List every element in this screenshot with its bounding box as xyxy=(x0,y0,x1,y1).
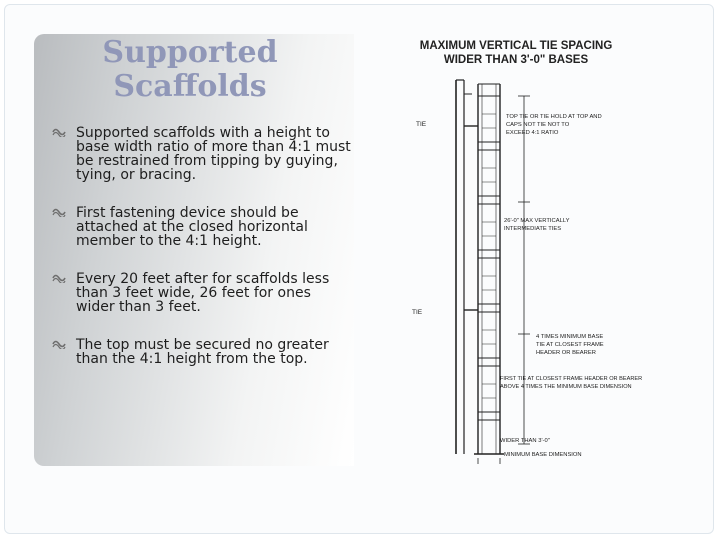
svg-text:FIRST TIE AT CLOSEST FRAME HEA: FIRST TIE AT CLOSEST FRAME HEADER OR BEARER xyxy=(500,376,643,382)
bullet-item xyxy=(52,206,352,248)
note-intermediate xyxy=(504,218,570,232)
building-wall xyxy=(456,80,472,454)
tie-label-top: TIE xyxy=(416,121,427,128)
bullet-list xyxy=(52,126,352,390)
svg-text:EXCEED 4:1 RATIO: EXCEED 4:1 RATIO xyxy=(506,130,559,136)
tie-label-middle: TIE xyxy=(412,309,423,316)
bullet-marker-icon xyxy=(52,339,66,349)
note-first-tie xyxy=(500,376,642,390)
bullet-marker-icon xyxy=(52,207,66,217)
bullet-text: The top must be secured no greater than the 4:1 height from the top. xyxy=(76,337,329,367)
base-dimension xyxy=(478,458,500,464)
scaffold-tie-diagram xyxy=(400,34,688,466)
bullet-item xyxy=(52,338,352,366)
base-width-label: WIDER THAN 3'-0" xyxy=(500,438,550,444)
diagram-heading-line-2: WIDER THAN 3'-0" BASES xyxy=(443,54,589,66)
svg-text:TIE AT CLOSEST FRAME: TIE AT CLOSEST FRAME xyxy=(536,342,604,348)
bullet-item xyxy=(52,272,352,314)
svg-text:INTERMEDIATE TIES: INTERMEDIATE TIES xyxy=(504,226,562,232)
title-line-2: Scaffolds xyxy=(113,69,267,104)
base-dimension-label: MINIMUM BASE DIMENSION xyxy=(504,452,582,458)
bullet-marker-icon xyxy=(52,273,66,283)
bullet-text: Supported scaffolds with a height to base width ratio of more than 4:1 must be restrained from tipping by guying, tying, or bracing. xyxy=(76,125,351,183)
scaffold-tower xyxy=(474,84,504,454)
bullet-marker-icon xyxy=(52,127,66,137)
svg-text:HEADER OR BEARER: HEADER OR BEARER xyxy=(536,350,596,356)
vertical-dimension-line xyxy=(518,96,530,444)
bullet-text: First fastening device should be attached at the closed horizontal member to the 4:1 height. xyxy=(76,205,308,249)
note-base-ratio xyxy=(536,334,604,356)
bullet-text: Every 20 feet after for scaffolds less than 3 feet wide, 26 feet for ones wider than 3 feet. xyxy=(76,271,330,315)
svg-text:CAPS NOT TIE NOT TO: CAPS NOT TIE NOT TO xyxy=(506,122,570,128)
svg-text:TOP TIE OR TIE HOLD AT TOP AND: TOP TIE OR TIE HOLD AT TOP AND xyxy=(506,114,602,120)
svg-text:4 TIMES MINIMUM BASE: 4 TIMES MINIMUM BASE xyxy=(536,334,604,340)
svg-text:26'-0" MAX VERTICALLY: 26'-0" MAX VERTICALLY xyxy=(504,218,570,224)
diagram-heading-line-1: MAXIMUM VERTICAL TIE SPACING xyxy=(419,40,613,52)
note-top xyxy=(506,114,602,136)
bullet-item xyxy=(52,126,352,182)
title-line-1: Supported xyxy=(102,35,278,70)
svg-text:ABOVE 4 TIMES THE MINIMUM BASE: ABOVE 4 TIMES THE MINIMUM BASE DIMENSION xyxy=(500,384,632,390)
slide-title xyxy=(60,36,320,104)
